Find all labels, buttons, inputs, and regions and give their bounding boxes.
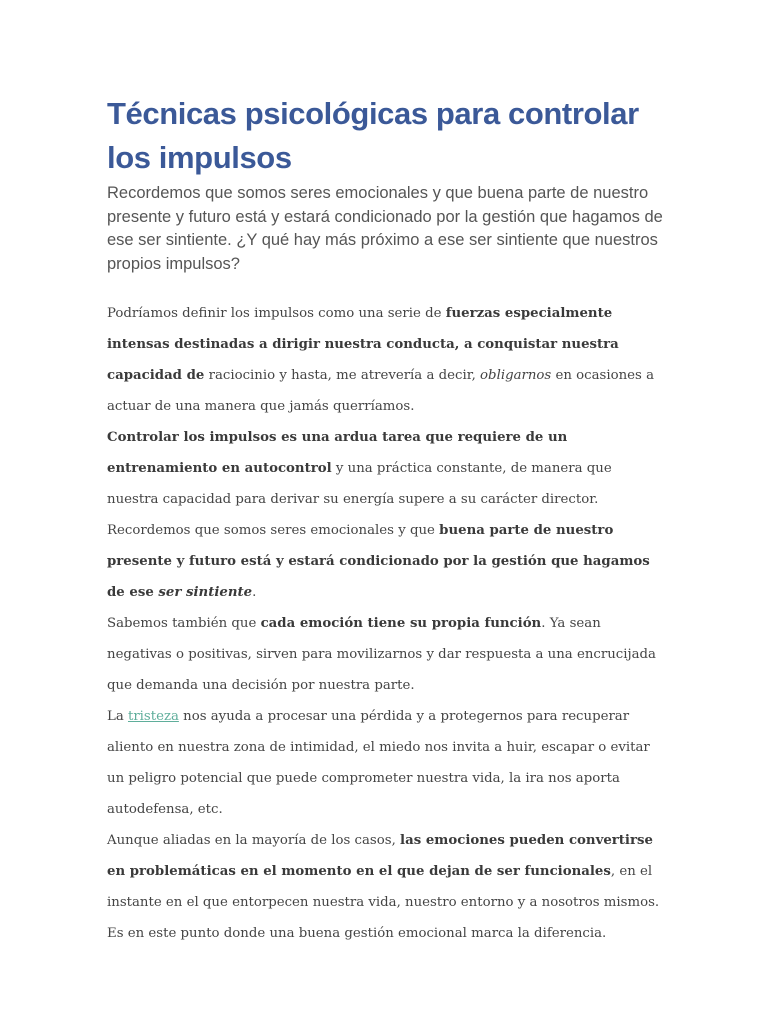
article-title: Técnicas psicológicas para controlar los impulsos xyxy=(107,96,639,175)
text: raciocinio y hasta, me atrevería a decir, xyxy=(204,368,481,383)
text: , en el instante en el que entorpecen nuestra vida, nuestro entorno y a nosotros mismos. Es en este punto donde una buena gestión emocional marca la diferencia. xyxy=(107,864,660,941)
text: nos ayuda a procesar una pérdida y a protegernos para recuperar aliento en nuestra zona de intimidad, el miedo nos invita a huir, escapar o evitar un peligro potencial que puede comprometer nuestra vida, la ira nos aporta autodefensa, etc. xyxy=(107,709,650,817)
text: Sabemos también que xyxy=(107,616,261,631)
italic-emphasis: ser sintiente xyxy=(158,585,253,600)
emphasis: Controlar los impulsos es una ardua tarea que requiere de un entrenamiento en autocontrol xyxy=(107,430,568,476)
text: Recordemos que somos seres emocionales y que xyxy=(107,523,440,538)
paragraph-funcion-emocion xyxy=(107,608,667,701)
article-lead: Recordemos que somos seres emocionales y que buena parte de nuestro presente y futuro está y estará condicionado por la gestión que hagamos de ese ser sintiente. ¿Y qué hay más próximo a ese ser sintiente que nuestros propios impulsos? xyxy=(107,184,663,273)
text: Aunque aliadas en la mayoría de los casos, xyxy=(107,833,401,848)
emphasis: las emociones pueden convertirse en problemáticas en el momento en el que dejan de ser funcionales xyxy=(107,833,653,879)
text: y una práctica constante, de manera que nuestra capacidad para derivar su energía supere a su carácter director. xyxy=(107,461,612,507)
article xyxy=(107,92,667,949)
text: . xyxy=(252,585,257,600)
paragraph-tristeza xyxy=(107,701,667,825)
text: en ocasiones a actuar de una manera que jamás querríamos. xyxy=(107,368,655,414)
emphasis: buena parte de nuestro presente y futuro está y estará condicionado por la gestión que hagamos de ese xyxy=(107,523,650,600)
emphasis: cada emoción tiene su propia función xyxy=(260,616,542,631)
text: La xyxy=(107,709,128,724)
tristeza-link[interactable]: tristeza xyxy=(127,709,179,724)
paragraph-seres-emocionales xyxy=(107,515,667,608)
italic-text: obligarnos xyxy=(480,368,552,383)
text: Podríamos definir los impulsos como una serie de xyxy=(107,306,446,321)
article-body xyxy=(107,298,667,949)
text: . Ya sean negativas o positivas, sirven para movilizarnos y dar respuesta a una encrucijada que demanda una decisión por nuestra parte. xyxy=(107,616,656,693)
emphasis: fuerzas especialmente intensas destinadas a dirigir nuestra conducta, a conquistar nuestra capacidad de xyxy=(107,306,619,383)
paragraph-impulsos-definicion xyxy=(107,298,667,422)
paragraph-emociones-problematicas xyxy=(107,825,667,949)
paragraph-controlar-impulsos xyxy=(107,422,667,515)
